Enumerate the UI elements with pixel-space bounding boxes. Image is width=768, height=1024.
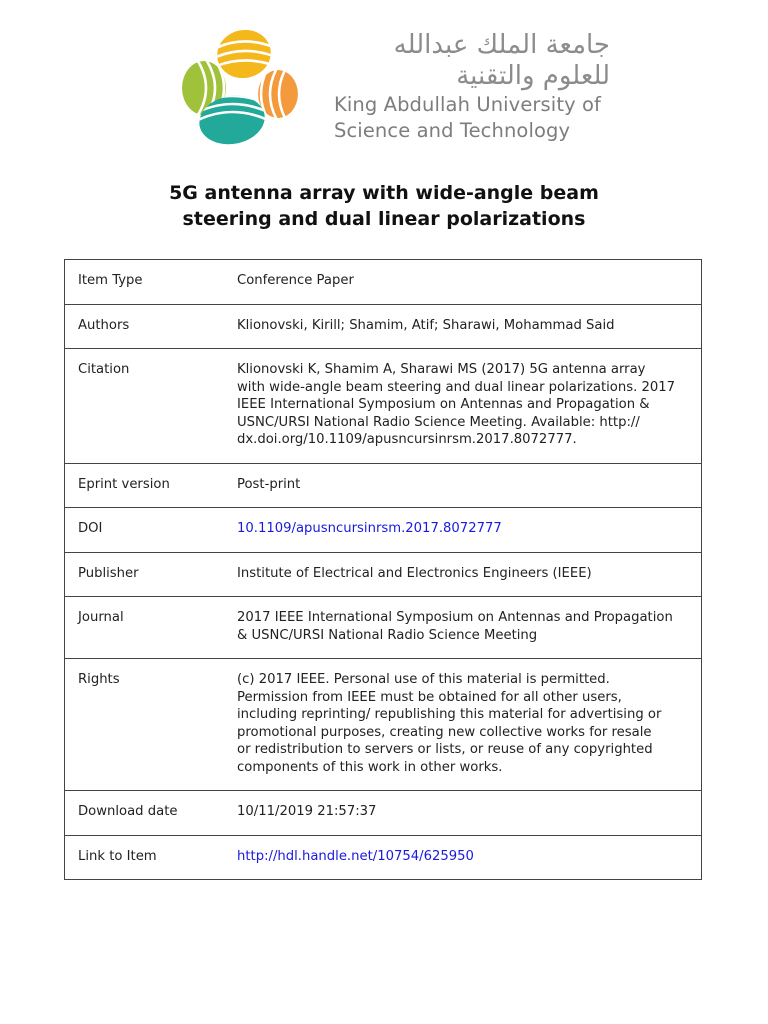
university-name-english-line1: King Abdullah University of: [334, 93, 601, 116]
label-doi: DOI: [65, 508, 225, 553]
paper-title-line1: 5G antenna array with wide-angle beam: [169, 182, 599, 204]
university-name-arabic: [332, 30, 610, 92]
row-rights: [65, 659, 702, 791]
label-rights: Rights: [65, 659, 225, 791]
paper-title: [0, 180, 768, 232]
value-download-date: 10/11/2019 21:57:37: [224, 791, 702, 836]
row-citation: [65, 349, 702, 464]
label-journal: Journal: [65, 597, 225, 659]
journal-line: & USNC/URSI National Radio Science Meeting: [237, 627, 538, 643]
value-journal: [224, 597, 702, 659]
rights-line: components of this work in other works.: [237, 759, 503, 775]
row-authors: [65, 304, 702, 349]
label-link-to-item: Link to Item: [65, 835, 225, 880]
university-name-arabic-line2: للعلوم والتقنية: [456, 61, 610, 91]
citation-line: with wide-angle beam steering and dual linear polarizations. 2017: [237, 379, 676, 395]
row-doi: [65, 508, 702, 553]
value-item-type: Conference Paper: [237, 273, 354, 288]
row-item-type: [65, 260, 702, 305]
label-authors: Authors: [65, 304, 225, 349]
citation-line: IEEE International Symposium on Antennas and Propagation &: [237, 397, 650, 412]
paper-title-line2: steering and dual linear polarizations: [182, 208, 586, 230]
citation-line: dx.doi.org/10.1109/apusncursinrsm.2017.8072777.: [237, 432, 577, 447]
label-download-date: Download date: [65, 791, 225, 836]
university-name-english-line2: Science and Technology: [334, 119, 571, 142]
doi-link[interactable]: 10.1109/apusncursinrsm.2017.8072777: [237, 521, 502, 536]
label-item-type: Item Type: [78, 273, 143, 288]
rights-line: Permission from IEEE must be obtained for all other users,: [237, 689, 622, 705]
journal-line: 2017 IEEE International Symposium on Antennas and Propagation: [237, 610, 673, 625]
label-publisher: Publisher: [65, 552, 225, 597]
rights-line: (c) 2017 IEEE. Personal use of this material is permitted.: [237, 672, 610, 687]
citation-line: USNC/URSI National Radio Science Meeting. Available: http://: [237, 414, 640, 430]
row-publisher: [65, 552, 702, 597]
label-citation: Citation: [65, 349, 225, 464]
university-name-arabic-line1: جامعة الملك عبدالله: [393, 30, 610, 60]
kaust-logo: [172, 26, 608, 154]
label-eprint-version: Eprint version: [65, 463, 225, 508]
record-metadata-table: [64, 259, 702, 880]
rights-line: or redistribution to servers or lists, or reuse of any copyrighted: [237, 742, 653, 757]
row-journal: [65, 597, 702, 659]
value-citation: [224, 349, 702, 464]
item-handle-link[interactable]: http://hdl.handle.net/10754/625950: [237, 848, 474, 864]
citation-line: Klionovski K, Shamim A, Sharawi MS (2017) 5G antenna array: [237, 362, 646, 377]
rights-line: including reprinting/ republishing this material for advertising or: [237, 707, 662, 722]
kaust-flower-logo-icon: [172, 26, 312, 148]
value-rights: [224, 659, 702, 791]
row-eprint-version: [65, 463, 702, 508]
row-download-date: [65, 791, 702, 836]
value-eprint-version: Post-print: [224, 463, 702, 508]
row-link-to-item: [65, 835, 702, 880]
rights-line: promotional purposes, creating new collective works for resale: [237, 724, 652, 740]
value-publisher: Institute of Electrical and Electronics Engineers (IEEE): [224, 552, 702, 597]
value-authors: Klionovski, Kirill; Shamim, Atif; Sharawi, Mohammad Said: [224, 304, 702, 349]
